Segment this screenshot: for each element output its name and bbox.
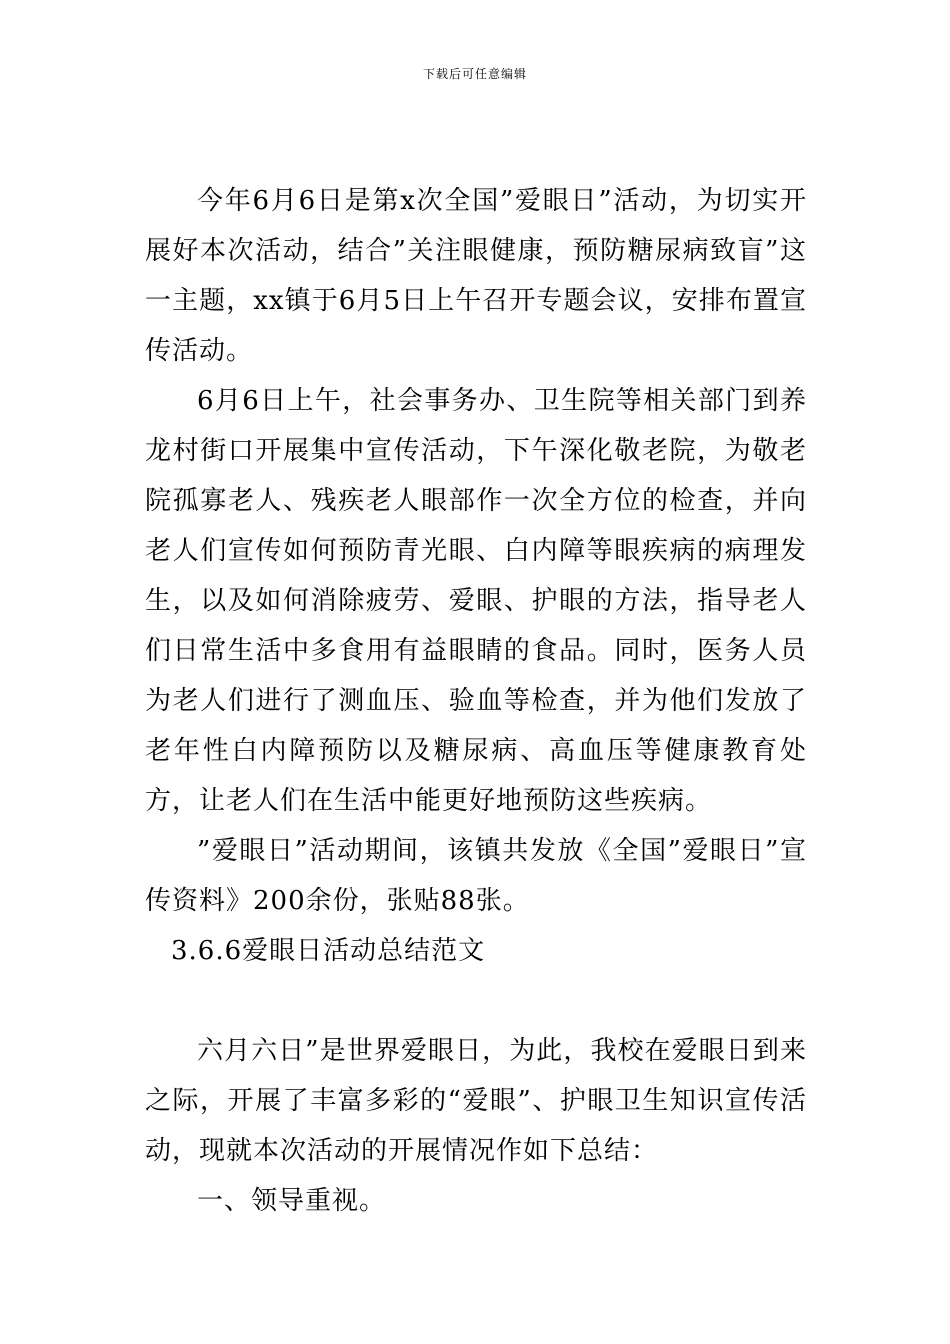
paragraph-2: 6月6日上午，社会事务办、卫生院等相关部门到养龙村街口开展集中宣传活动，下午深化敬老院，为敬老院孤寡老人、残疾老人眼部作一次全方位的检查，并向老人们宣传如何预防青光眼、白内障等眼疾病的病理发生，以及如何消除疲劳、爱眼、护眼的方法，指导老人们日常生活中多食用有益眼睛的食品。同时，医务人员为老人们进行了测血压、验血等检查，并为他们发放了老年性白内障预防以及糖尿病、高血压等健康教育处方，让老人们在生活中能更好地预防这些疾病。 [145, 386, 807, 816]
blank-line [145, 976, 807, 1026]
paragraph-4: 六月六日”是世界爱眼日，为此，我校在爱眼日到来之际，开展了丰富多彩的“爱眼”、护眼卫生知识宣传活动，现就本次活动的开展情况作如下总结： [145, 1036, 807, 1166]
paragraph-1: 今年6月6日是第x次全国”爱眼日”活动，为切实开展好本次活动，结合”关注眼健康，预防糖尿病致盲”这一主题，xx镇于6月5日上午召开专题会议，安排布置宣传活动。 [145, 186, 807, 366]
section-title: 3.6.6爱眼日活动总结范文 [171, 936, 486, 966]
page-header-note: 下载后可任意编辑 [422, 67, 527, 81]
paragraph-5: 一、领导重视。 [197, 1186, 387, 1216]
paragraph-3: ”爱眼日”活动期间，该镇共发放《全国”爱眼日”宣传资料》200余份，张贴88张。 [145, 836, 807, 916]
document-body [145, 176, 807, 1226]
